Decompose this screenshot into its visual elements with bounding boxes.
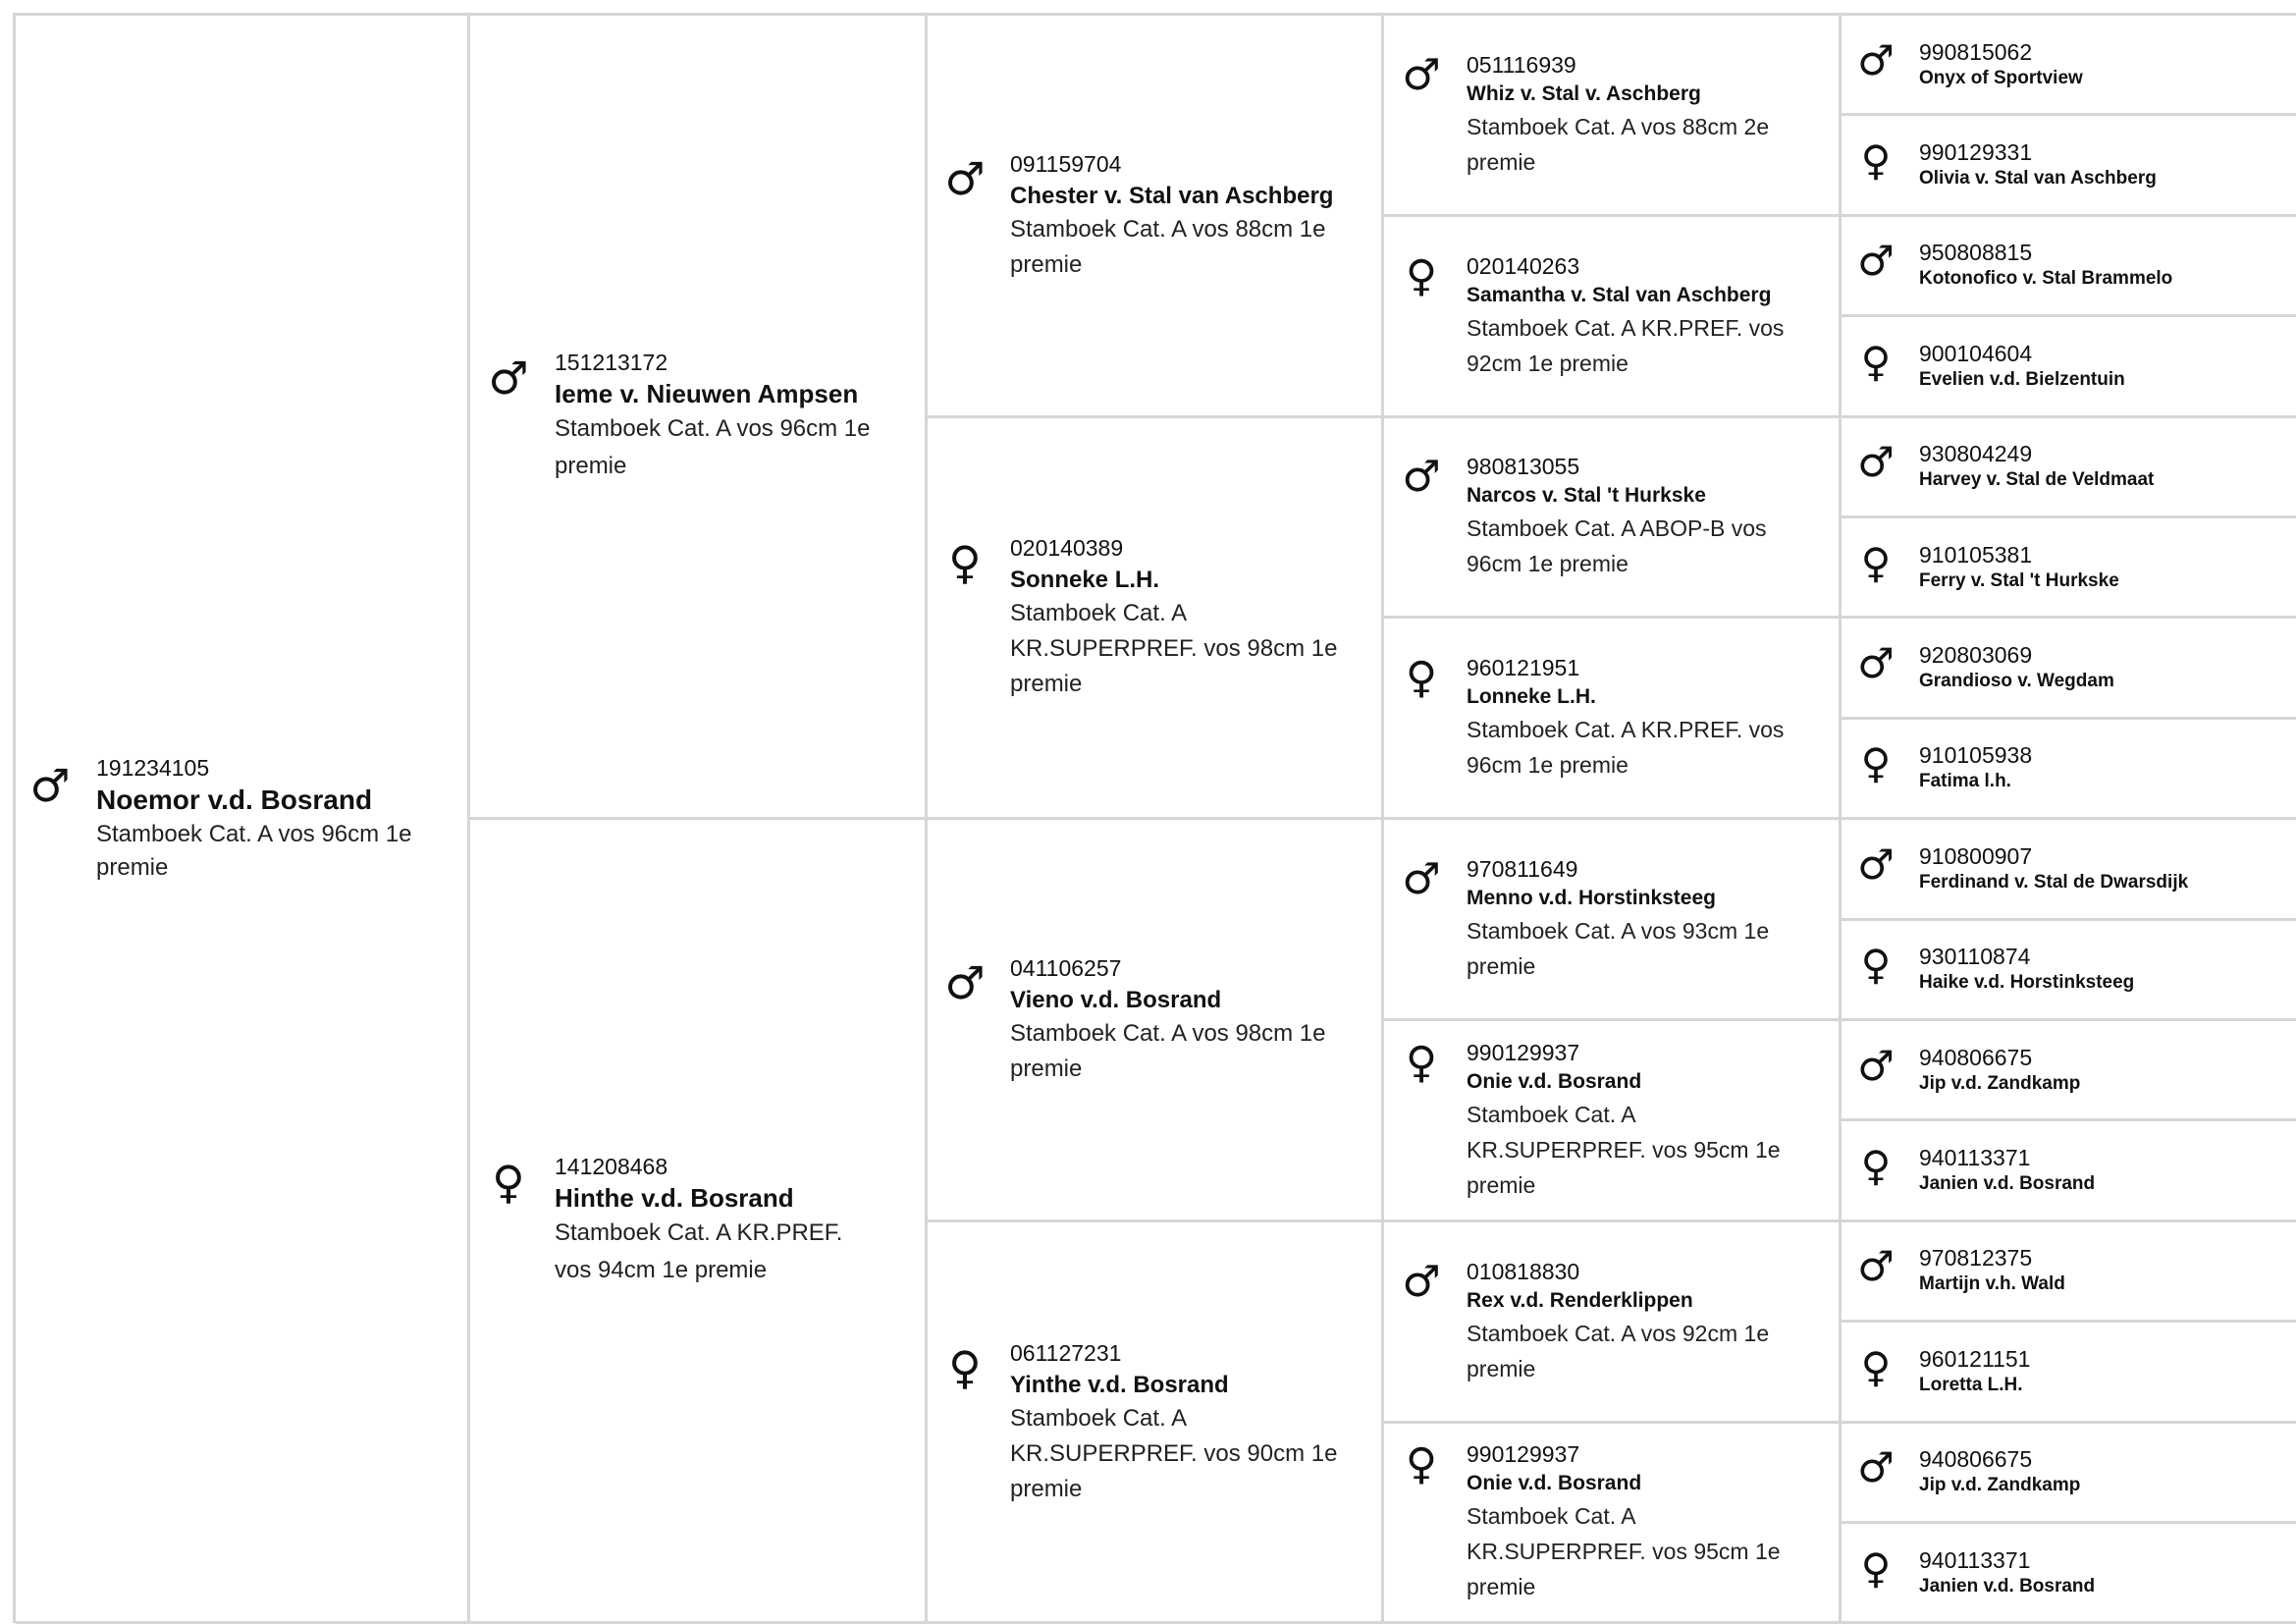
studbook-description: Stamboek Cat. A vos 96cm 1e premie: [96, 820, 412, 881]
horse-name: Fatima l.h.: [1919, 771, 2011, 792]
studbook-description: Stamboek Cat. A KR.PREF. vos 96cm 1e premie: [1467, 717, 1785, 779]
horse-name: Olivia v. Stal van Aschberg: [1919, 168, 2157, 189]
pedigree-cell-gen4: [1384, 820, 1842, 1021]
female-icon: ♀: [948, 1340, 982, 1394]
female-icon: ♀: [1860, 136, 1892, 186]
horse-name: Narcos v. Stal 't Hurkske: [1467, 484, 1706, 508]
pedigree-cell-gen3: [928, 1222, 1384, 1624]
registration-number: 950808815: [1919, 240, 2033, 266]
male-icon: ♂: [1402, 452, 1441, 503]
male-icon: ♂: [1857, 35, 1895, 84]
horse-name: Rex v.d. Renderklippen: [1467, 1288, 1693, 1312]
registration-number: 960121151: [1919, 1345, 2031, 1372]
registration-number: 960121951: [1467, 655, 1580, 681]
female-icon: ♀: [1860, 941, 1892, 990]
horse-name: Sonneke L.H.: [1010, 567, 1160, 594]
registration-number: 940113371: [1919, 1546, 2031, 1573]
pedigree-cell-gen5: [1842, 720, 2296, 820]
horse-name: Janien v.d. Bosrand: [1919, 1173, 2096, 1195]
male-icon: ♂: [1857, 1443, 1895, 1492]
female-icon: ♀: [948, 536, 982, 590]
horse-name: Onyx of Sportview: [1919, 67, 2083, 88]
registration-number: 990129937: [1467, 1039, 1580, 1065]
studbook-description: Stamboek Cat. A KR.SUPERPREF. vos 98cm 1e premie: [1010, 600, 1338, 698]
horse-name: Ieme v. Nieuwen Ampsen: [555, 379, 859, 409]
horse-name: Jip v.d. Zandkamp: [1919, 1072, 2081, 1094]
horse-name: Hinthe v.d. Bosrand: [555, 1183, 794, 1214]
registration-number: 910105938: [1919, 742, 2033, 769]
male-icon: ♂: [1402, 1256, 1441, 1307]
pedigree-cell-gen5: [1842, 1524, 2296, 1624]
pedigree-cell-gen5: [1842, 317, 2296, 417]
registration-number: 010818830: [1467, 1258, 1580, 1284]
pedigree-cell-gen4: [1384, 16, 1842, 217]
male-icon: ♂: [944, 955, 986, 1009]
pedigree-cell-gen5: [1842, 1121, 2296, 1221]
male-icon: ♂: [29, 758, 71, 812]
male-icon: ♂: [1402, 854, 1441, 905]
horse-name: Ferdinand v. Stal de Dwarsdijk: [1919, 871, 2189, 893]
female-icon: ♀: [1405, 250, 1438, 301]
horse-name: Lonneke L.H.: [1467, 685, 1596, 709]
studbook-description: Stamboek Cat. A vos 98cm 1e premie: [1010, 1019, 1326, 1082]
registration-number: 191234105: [96, 754, 210, 781]
female-icon: ♀: [1860, 538, 1892, 587]
horse-name: Kotonofico v. Stal Brammelo: [1919, 268, 2173, 290]
pedigree-cell-gen4: [1384, 1222, 1842, 1424]
registration-number: 980813055: [1467, 454, 1580, 480]
male-icon: ♂: [1857, 237, 1895, 286]
registration-number: 020140389: [1010, 535, 1124, 562]
studbook-description: Stamboek Cat. A KR.SUPERPREF. vos 95cm 1e premie: [1467, 1503, 1781, 1600]
registration-number: 990129937: [1467, 1441, 1580, 1468]
registration-number: 970811649: [1467, 856, 1578, 883]
registration-number: 091159704: [1010, 150, 1122, 177]
pedigree-cell-gen4: [1384, 217, 1842, 418]
male-icon: ♂: [1402, 49, 1441, 100]
studbook-description: Stamboek Cat. A KR.PREF. vos 92cm 1e premie: [1467, 314, 1785, 376]
pedigree-cell-gen3: [928, 820, 1384, 1222]
pedigree-cell-gen4: [1384, 1021, 1842, 1222]
horse-name: Vieno v.d. Bosrand: [1010, 986, 1222, 1013]
female-icon: ♀: [1405, 653, 1438, 704]
registration-number: 141208468: [555, 1154, 668, 1180]
studbook-description: Stamboek Cat. A KR.PREF. vos 94cm 1e premie: [555, 1219, 843, 1284]
registration-number: 940806675: [1919, 1044, 2033, 1070]
horse-name: Ferry v. Stal 't Hurkske: [1919, 569, 2119, 591]
registration-number: 151213172: [555, 350, 668, 376]
male-icon: ♂: [1857, 839, 1895, 889]
pedigree-cell-gen5: [1842, 217, 2296, 317]
pedigree-cell-gen5: [1842, 116, 2296, 216]
registration-number: 990815062: [1919, 38, 2033, 65]
pedigree-cell-gen5: [1842, 921, 2296, 1021]
studbook-description: Stamboek Cat. A ABOP-B vos 96cm 1e premie: [1467, 515, 1767, 577]
male-icon: ♂: [1857, 1041, 1895, 1090]
male-icon: ♂: [488, 352, 529, 406]
horse-name: Loretta L.H.: [1919, 1374, 2023, 1395]
male-icon: ♂: [1857, 639, 1895, 688]
horse-name: Onie v.d. Bosrand: [1467, 1069, 1642, 1093]
pedigree-cell-gen5: [1842, 820, 2296, 920]
pedigree-cell-gen2: [470, 16, 928, 820]
registration-number: 930804249: [1919, 441, 2033, 467]
horse-name: Yinthe v.d. Bosrand: [1010, 1371, 1229, 1398]
pedigree-cell-gen5: [1842, 1222, 2296, 1323]
horse-name: Evelien v.d. Bielzentuin: [1919, 368, 2125, 390]
studbook-description: Stamboek Cat. A vos 88cm 1e premie: [1010, 215, 1326, 278]
studbook-description: Stamboek Cat. A KR.SUPERPREF. vos 90cm 1e premie: [1010, 1404, 1338, 1502]
horse-name: Jip v.d. Zandkamp: [1919, 1475, 2081, 1496]
registration-number: 900104604: [1919, 340, 2033, 366]
female-icon: ♀: [1860, 337, 1892, 386]
studbook-description: Stamboek Cat. A vos 93cm 1e premie: [1467, 918, 1770, 980]
registration-number: 051116939: [1467, 51, 1576, 78]
pedigree-cell-gen5: [1842, 518, 2296, 619]
studbook-description: Stamboek Cat. A vos 92cm 1e premie: [1467, 1320, 1770, 1381]
horse-name: Grandioso v. Wegdam: [1919, 671, 2114, 692]
female-icon: ♀: [1405, 1037, 1438, 1088]
registration-number: 990129331: [1919, 139, 2033, 166]
registration-number: 910800907: [1919, 842, 2033, 869]
pedigree-cell-gen5: [1842, 619, 2296, 719]
horse-name: Harvey v. Stal de Veldmaat: [1919, 469, 2155, 491]
registration-number: 940113371: [1919, 1145, 2031, 1171]
pedigree-cell-gen2: [470, 820, 928, 1624]
male-icon: ♂: [1857, 1242, 1895, 1291]
female-icon: ♀: [1860, 1142, 1892, 1191]
male-icon: ♂: [1857, 438, 1895, 487]
horse-name: Onie v.d. Bosrand: [1467, 1472, 1642, 1495]
registration-number: 920803069: [1919, 642, 2033, 669]
pedigree-cell-gen5: [1842, 16, 2296, 116]
horse-name: Haike v.d. Horstinksteeg: [1919, 972, 2135, 994]
studbook-description: Stamboek Cat. A vos 96cm 1e premie: [555, 415, 871, 480]
pedigree-cell-gen3: [928, 418, 1384, 821]
horse-name: Noemor v.d. Bosrand: [96, 784, 373, 815]
pedigree-chart: [13, 13, 2296, 1623]
registration-number: 061127231: [1010, 1339, 1122, 1366]
studbook-description: Stamboek Cat. A vos 88cm 2e premie: [1467, 113, 1770, 175]
registration-number: 970812375: [1919, 1245, 2033, 1272]
female-icon: ♀: [1405, 1439, 1438, 1490]
pedigree-cell-gen3: [928, 16, 1384, 418]
horse-name: Janien v.d. Bosrand: [1919, 1575, 2096, 1597]
horse-name: Menno v.d. Horstinksteeg: [1467, 887, 1716, 910]
pedigree-cell-gen5: [1842, 1323, 2296, 1423]
horse-name: Martijn v.h. Wald: [1919, 1273, 2065, 1295]
female-icon: ♀: [492, 1156, 525, 1210]
horse-name: Samantha v. Stal van Aschberg: [1467, 283, 1772, 306]
pedigree-cell-gen4: [1384, 418, 1842, 620]
registration-number: 020140263: [1467, 252, 1580, 279]
pedigree-cell-gen4: [1384, 619, 1842, 820]
registration-number: 910105381: [1919, 541, 2033, 568]
horse-name: Whiz v. Stal v. Aschberg: [1467, 81, 1701, 105]
pedigree-cell-gen5: [1842, 1021, 2296, 1121]
female-icon: ♀: [1860, 1342, 1892, 1391]
male-icon: ♂: [944, 151, 986, 205]
studbook-description: Stamboek Cat. A KR.SUPERPREF. vos 95cm 1e premie: [1467, 1101, 1781, 1198]
horse-name: Chester v. Stal van Aschberg: [1010, 182, 1334, 209]
female-icon: ♀: [1860, 739, 1892, 788]
pedigree-cell-gen5: [1842, 418, 2296, 518]
pedigree-cell-gen4: [1384, 1424, 1842, 1624]
pedigree-cell-gen5: [1842, 1424, 2296, 1524]
registration-number: 940806675: [1919, 1446, 2033, 1473]
registration-number: 041106257: [1010, 954, 1122, 981]
registration-number: 930110874: [1919, 944, 2031, 970]
pedigree-cell-gen1: [16, 16, 470, 1624]
female-icon: ♀: [1860, 1543, 1892, 1593]
